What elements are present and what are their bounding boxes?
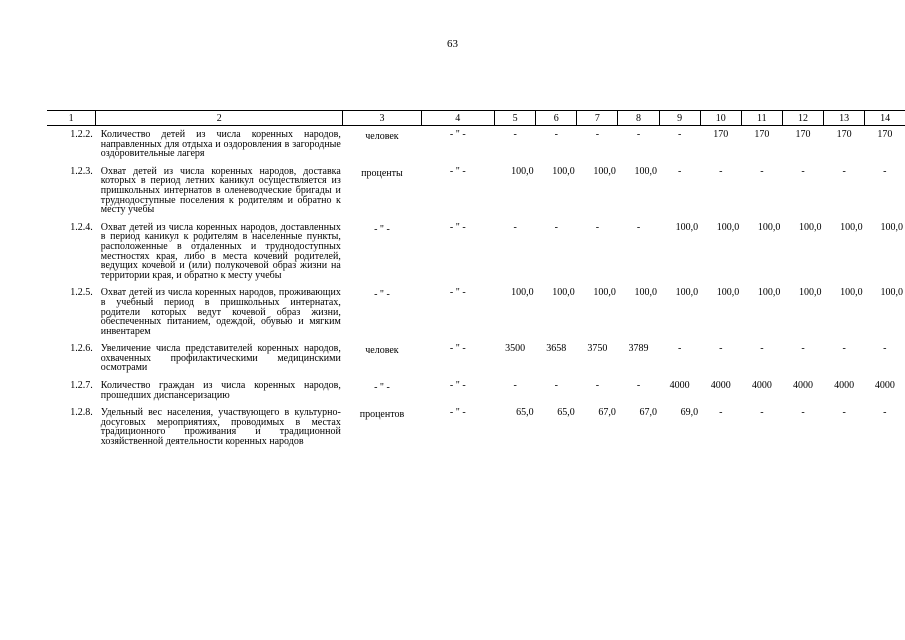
- page-number: 63: [447, 38, 458, 50]
- table-row: [47, 163, 905, 219]
- year-value: -: [842, 165, 846, 177]
- table-row: [47, 219, 905, 285]
- year-value: 170: [795, 129, 811, 140]
- indicator-description: Удельный вес населения, участвующего в культурно-досуговых мероприятиях, проводимых в местах традиционного проживания и традиционной хозяйственной деятельности коренных народов: [100, 407, 341, 448]
- year-value: 100,0: [552, 287, 575, 299]
- year-value: 100,0: [552, 165, 575, 177]
- year-value: 3750: [587, 343, 608, 355]
- year-value: 100,0: [593, 165, 616, 177]
- year-value: 100,0: [593, 287, 616, 299]
- year-value: 4000: [669, 380, 690, 392]
- year-value: -: [801, 343, 805, 355]
- year-value: -: [513, 129, 517, 140]
- year-value: 67,0: [598, 407, 616, 419]
- column-header: 14: [865, 111, 905, 126]
- year-value: 100,0: [716, 287, 740, 299]
- year-value: -: [595, 380, 600, 392]
- row-number: 1.2.5.: [70, 287, 93, 299]
- year-value: 170: [713, 129, 729, 140]
- year-value: 100,0: [511, 287, 534, 299]
- year-value: -: [677, 129, 682, 140]
- year-value: -: [513, 221, 517, 233]
- unit-of-measure: процентов: [359, 409, 405, 421]
- year-value: -: [801, 165, 805, 177]
- year-value: 170: [754, 129, 770, 140]
- year-value: 3658: [546, 343, 567, 355]
- year-value: -: [554, 221, 558, 233]
- year-value: 100,0: [675, 221, 699, 233]
- unit-of-measure: человек: [365, 345, 399, 357]
- year-value: 100,0: [840, 287, 863, 299]
- year-value: 4000: [834, 380, 855, 392]
- column-header: 9: [659, 111, 700, 126]
- year-value: 100,0: [840, 221, 863, 233]
- year-value: 100,0: [799, 287, 822, 299]
- year-value: -: [554, 129, 558, 140]
- year-value: -: [760, 407, 764, 419]
- column-header: 7: [577, 111, 618, 126]
- indicator-description: Количество детей из числа коренных народов, направленных для отдыха и оздоровления в загородные оздоровительные лагеря: [100, 129, 341, 160]
- year-value: -: [636, 380, 641, 392]
- column-header: 2: [96, 111, 343, 126]
- year-value: -: [595, 221, 600, 233]
- data-source: - " -: [449, 407, 466, 419]
- year-value: 100,0: [880, 287, 903, 299]
- column-header: 4: [421, 111, 494, 126]
- year-value: 4000: [874, 380, 895, 392]
- header-row: [47, 111, 905, 126]
- data-source: - " -: [449, 287, 466, 299]
- unit-of-measure: проценты: [361, 167, 403, 179]
- row-number: 1.2.2.: [70, 129, 93, 140]
- table-row: [47, 284, 905, 340]
- data-source: - " -: [449, 129, 466, 140]
- data-source: - " -: [449, 165, 466, 177]
- indicators-table: [47, 110, 905, 451]
- indicator-description: Увеличение числа представителей коренных народов, охваченных профилактическими медицинскими осмотрами: [100, 343, 341, 374]
- indicator-description: Охват детей из числа коренных народов, доставленных в период каникул к родителям в населенные пункты, расположенные в отдаленных и труднодоступных местностях края, либо в места кочевий родителей, ведущих кочевой и (или) полукочевой образ жизни на территории края, и обратно к месту учебы: [100, 221, 341, 281]
- row-number: 1.2.3.: [70, 165, 93, 177]
- year-value: -: [595, 129, 600, 140]
- year-value: -: [883, 407, 887, 419]
- year-value: -: [719, 165, 723, 177]
- year-value: -: [842, 343, 846, 355]
- year-value: -: [883, 165, 887, 177]
- year-value: 100,0: [675, 287, 699, 299]
- year-value: -: [677, 165, 682, 177]
- column-header: 3: [343, 111, 421, 126]
- year-value: -: [719, 343, 723, 355]
- year-value: 4000: [792, 380, 813, 392]
- column-header: 5: [495, 111, 536, 126]
- column-header: 10: [700, 111, 741, 126]
- year-value: -: [760, 165, 764, 177]
- year-value: -: [883, 343, 887, 355]
- year-value: -: [842, 407, 846, 419]
- year-value: 65,0: [557, 407, 575, 419]
- column-header: 1: [47, 111, 96, 126]
- row-number: 1.2.6.: [70, 343, 93, 355]
- data-source: - " -: [449, 343, 466, 355]
- year-value: 170: [836, 129, 852, 140]
- year-value: 65,0: [516, 407, 534, 419]
- year-value: 3789: [628, 343, 649, 355]
- year-value: -: [636, 129, 641, 140]
- year-value: 3500: [505, 343, 526, 355]
- year-value: 4000: [710, 380, 731, 392]
- year-value: -: [636, 221, 641, 233]
- column-header: 6: [536, 111, 577, 126]
- year-value: -: [719, 407, 723, 419]
- year-value: -: [554, 380, 558, 392]
- data-source: - " -: [449, 380, 466, 392]
- year-value: 100,0: [799, 221, 822, 233]
- year-value: 170: [877, 129, 893, 140]
- row-number: 1.2.4.: [70, 221, 93, 233]
- unit-of-measure: - " -: [374, 382, 390, 394]
- unit-of-measure: - " -: [374, 223, 390, 235]
- row-number: 1.2.8.: [70, 407, 93, 419]
- table-row: [47, 404, 905, 450]
- unit-of-measure: - " -: [374, 289, 390, 301]
- data-source: - " -: [449, 221, 466, 233]
- year-value: 100,0: [634, 287, 658, 299]
- year-value: 100,0: [880, 221, 903, 233]
- year-value: 100,0: [511, 165, 534, 177]
- year-value: -: [677, 343, 682, 355]
- column-header: 11: [741, 111, 782, 126]
- year-value: 67,0: [639, 407, 658, 419]
- year-value: 69,0: [680, 407, 699, 419]
- year-value: 100,0: [757, 287, 781, 299]
- column-header: 12: [782, 111, 823, 126]
- column-header: 13: [824, 111, 865, 126]
- year-value: 100,0: [634, 165, 658, 177]
- indicator-description: Количество граждан из числа коренных народов, прошедших диспансеризацию: [100, 380, 341, 401]
- column-header: 8: [618, 111, 659, 126]
- year-value: 100,0: [716, 221, 740, 233]
- unit-of-measure: человек: [365, 131, 399, 142]
- year-value: 4000: [751, 380, 772, 392]
- indicator-description: Охват детей из числа коренных народов, проживающих в учебный период в пришкольных интернатах, родители которых ведут кочевой образ жизни, обеспеченных питанием, одеждой, обувью и мягким инвентарем: [100, 287, 341, 337]
- row-number: 1.2.7.: [70, 380, 93, 392]
- table-row: [47, 377, 905, 404]
- table-row: [47, 340, 905, 377]
- indicator-description: Охват детей из числа коренных народов, доставка которых в период летних каникул осуществляется из пришкольных интернатов в оленеводческие бригады и труднодоступные поселения к родителям и обратно к месту учебы: [100, 165, 341, 216]
- year-value: -: [801, 407, 805, 419]
- year-value: -: [760, 343, 764, 355]
- table-body: [47, 126, 905, 451]
- table-row: [47, 126, 905, 163]
- year-value: -: [513, 380, 517, 392]
- year-value: 100,0: [757, 221, 781, 233]
